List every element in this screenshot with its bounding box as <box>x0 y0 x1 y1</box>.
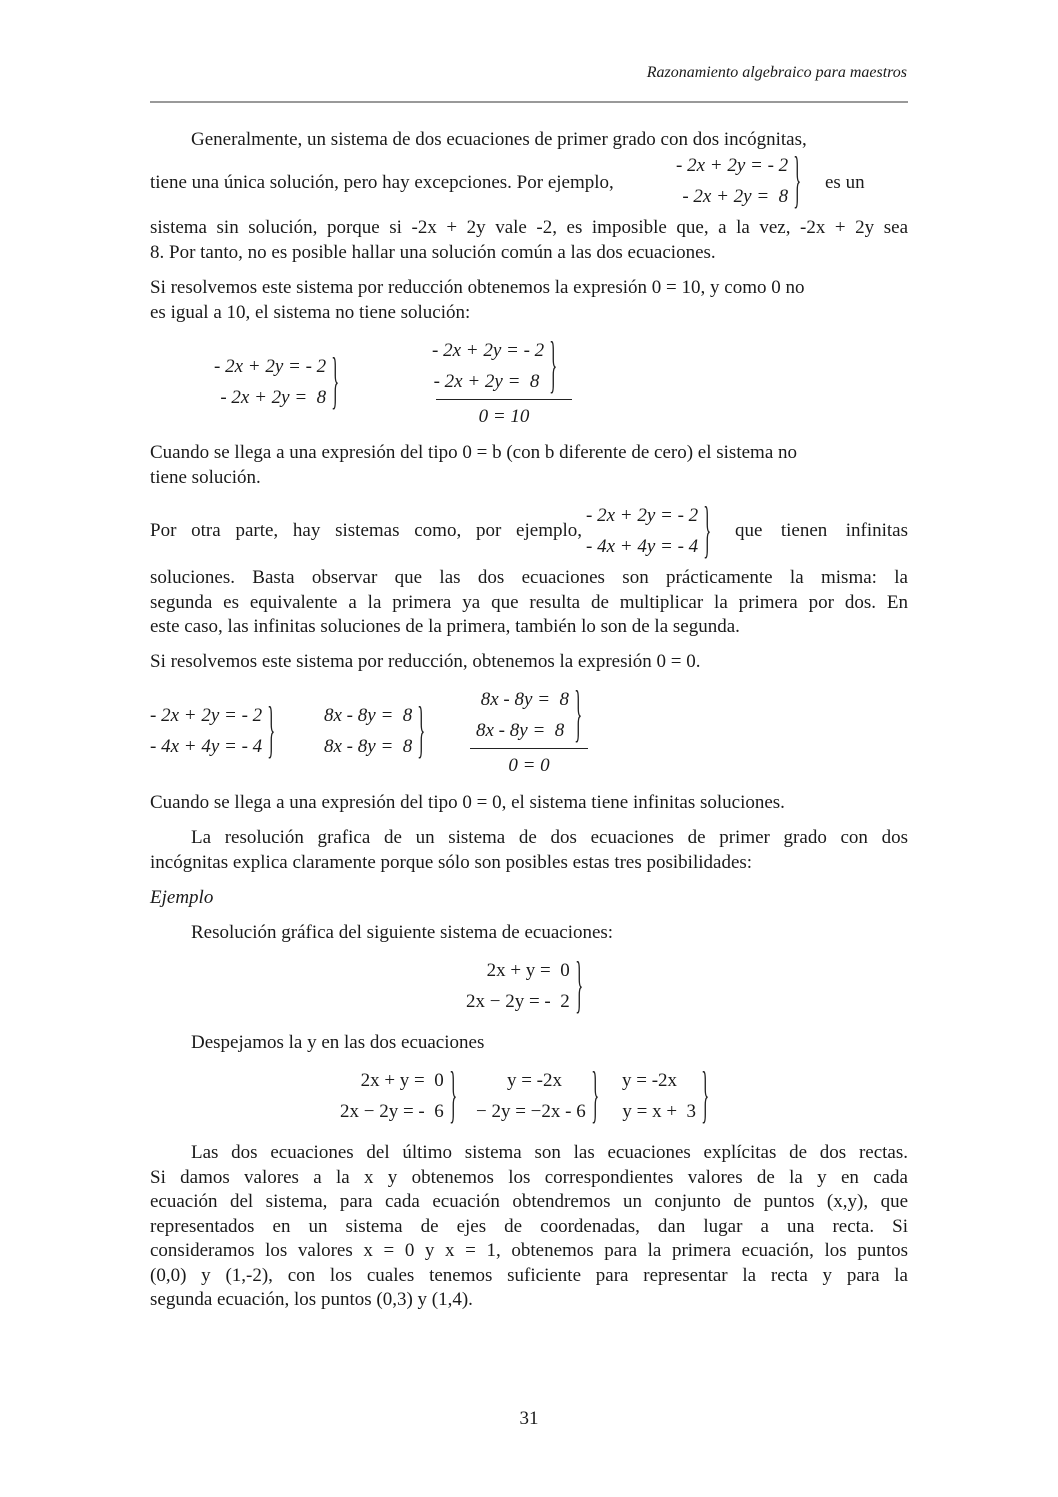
equation-system <box>466 950 586 1020</box>
paragraph-line: soluciones. Basta observar que las dos ecuaciones son prácticamente la misma: la <box>150 567 908 588</box>
brace-icon: } <box>590 1060 599 1130</box>
brace-icon: } <box>417 695 426 765</box>
paragraph-line: segunda es equivalente a la primera ya que resulta de multiplicar la primera por dos. En <box>150 592 908 613</box>
equation: - 2x + 2y = 8 <box>220 387 327 408</box>
equation-lines <box>476 1065 586 1127</box>
equation: y = x + 3 <box>622 1101 697 1122</box>
equation-system <box>324 695 429 765</box>
equation-lines <box>676 150 788 212</box>
equation-lines <box>432 335 544 397</box>
brace-icon: } <box>575 950 583 1020</box>
equation-lines <box>214 351 326 413</box>
paragraph-line: que tienen infinitas <box>735 520 908 541</box>
equation: - 2x + 2y = - 2 <box>150 705 263 726</box>
equation-system <box>340 1060 460 1130</box>
paragraph-line: Si damos valores a la x y obtenemos los correspondientes valores de la y en cada <box>150 1167 908 1188</box>
equation: - 2x + 2y = - 2 <box>676 155 789 176</box>
paragraph-line: Cuando se llega a una expresión del tipo 0 = b (con b diferente de cero) el sistema no <box>150 442 798 463</box>
paragraph-line: segunda ecuación, los puntos (0,3) y (1,4). <box>150 1289 473 1310</box>
equation: − 2y = −2x - 6 <box>476 1101 586 1122</box>
brace-icon: } <box>331 346 340 416</box>
equation: y = -2x <box>622 1070 697 1091</box>
equation-lines <box>466 955 570 1017</box>
paragraph-line: tiene una única solución, pero hay excepciones. Por ejemplo, <box>150 172 614 193</box>
paragraph-line: Por otra parte, hay sistemas como, por ejemplo, <box>150 520 582 541</box>
equation: 8x - 8y = 8 <box>324 705 413 726</box>
equation-system <box>150 695 279 765</box>
paragraph-line: es un <box>825 172 865 193</box>
equation: 2x + y = 0 <box>486 960 570 981</box>
equation-system <box>476 1060 602 1130</box>
equation: - 2x + 2y = 8 <box>682 186 789 207</box>
paragraph-line: Despejamos la y en las dos ecuaciones <box>191 1032 485 1053</box>
brace-icon: } <box>267 695 276 765</box>
equation-lines <box>476 684 569 746</box>
equation-lines <box>340 1065 444 1127</box>
equation: 2x − 2y = - 6 <box>340 1101 444 1122</box>
paragraph-line: Cuando se llega a una expresión del tipo 0 = 0, el sistema tiene infinitas soluciones. <box>150 792 785 813</box>
paragraph-line: representados en un sistema de ejes de coordenadas, dan lugar a una recta. Si <box>150 1216 908 1237</box>
paragraph-line: Si resolvemos este sistema por reducción obtenemos la expresión 0 = 10, y como 0 no <box>150 277 805 298</box>
paragraph-line: consideramos los valores x = 0 y x = 1, obtenemos para la primera ecuación, los puntos <box>150 1240 908 1261</box>
equation: y = -2x <box>506 1070 586 1091</box>
header-rule <box>150 101 908 103</box>
brace-icon: } <box>703 495 712 565</box>
equation: - 2x + 2y = - 2 <box>586 505 699 526</box>
paragraph-line: 8. Por tanto, no es posible hallar una solución común a las dos ecuaciones. <box>150 242 716 263</box>
equation: 2x − 2y = - 2 <box>466 991 570 1012</box>
paragraph-line: Resolución gráfica del siguiente sistema de ecuaciones: <box>191 922 614 943</box>
equation-system <box>214 346 343 416</box>
paragraph-line: este caso, las infinitas soluciones de la primera, también lo son de la segunda. <box>150 616 740 637</box>
equation: - 2x + 2y = - 2 <box>432 340 545 361</box>
equation-system <box>476 679 585 749</box>
brace-icon: } <box>701 1060 710 1130</box>
equation: 8x - 8y = 8 <box>480 689 570 710</box>
paragraph-line: Las dos ecuaciones del último sistema son las ecuaciones explícitas de dos rectas. <box>191 1142 908 1163</box>
reduction-result: 0 = 10 <box>436 399 572 428</box>
equation-system <box>676 145 805 215</box>
reduction-result: 0 = 0 <box>470 748 588 777</box>
equation-system <box>586 495 715 565</box>
paragraph-line: sistema sin solución, porque si -2x + 2y vale -2, es imposible que, a la vez, -2x + 2y sea <box>150 217 908 238</box>
running-header: Razonamiento algebraico para maestros <box>646 64 907 81</box>
paragraph-line: incógnitas explica claramente porque sólo son posibles estas tres posibilidades: <box>150 852 753 873</box>
page-number: 31 <box>519 1408 539 1429</box>
equation: 8x - 8y = 8 <box>476 720 570 741</box>
equation-lines <box>622 1065 696 1127</box>
example-label: Ejemplo <box>150 887 214 908</box>
brace-icon: } <box>793 145 802 215</box>
equation: - 4x + 4y = - 4 <box>586 536 699 557</box>
paragraph-line: es igual a 10, el sistema no tiene solución: <box>150 302 471 323</box>
equation: - 2x + 2y = 8 <box>433 371 545 392</box>
brace-icon: } <box>449 1060 457 1130</box>
paragraph-line: La resolución grafica de un sistema de dos ecuaciones de primer grado con dos <box>191 827 908 848</box>
equation-lines <box>586 500 698 562</box>
equation-lines <box>324 700 412 762</box>
equation-lines <box>150 700 262 762</box>
brace-icon: } <box>574 679 583 749</box>
paragraph-line: Generalmente, un sistema de dos ecuaciones de primer grado con dos incógnitas, <box>191 129 807 150</box>
equation-system <box>432 330 561 400</box>
paragraph-line: ecuación del sistema, para cada ecuación obtendremos un conjunto de puntos (x,y), que <box>150 1191 908 1212</box>
equation: 2x + y = 0 <box>360 1070 444 1091</box>
brace-icon: } <box>549 330 558 400</box>
paragraph-line: (0,0) y (1,-2), con los cuales tenemos suficiente para representar la recta y para la <box>150 1265 908 1286</box>
paragraph-line: Si resolvemos este sistema por reducción, obtenemos la expresión 0 = 0. <box>150 651 701 672</box>
equation: - 2x + 2y = - 2 <box>214 356 327 377</box>
equation: - 4x + 4y = - 4 <box>150 736 263 757</box>
paragraph-line: tiene solución. <box>150 467 261 488</box>
equation-system <box>622 1060 712 1130</box>
equation: 8x - 8y = 8 <box>324 736 413 757</box>
